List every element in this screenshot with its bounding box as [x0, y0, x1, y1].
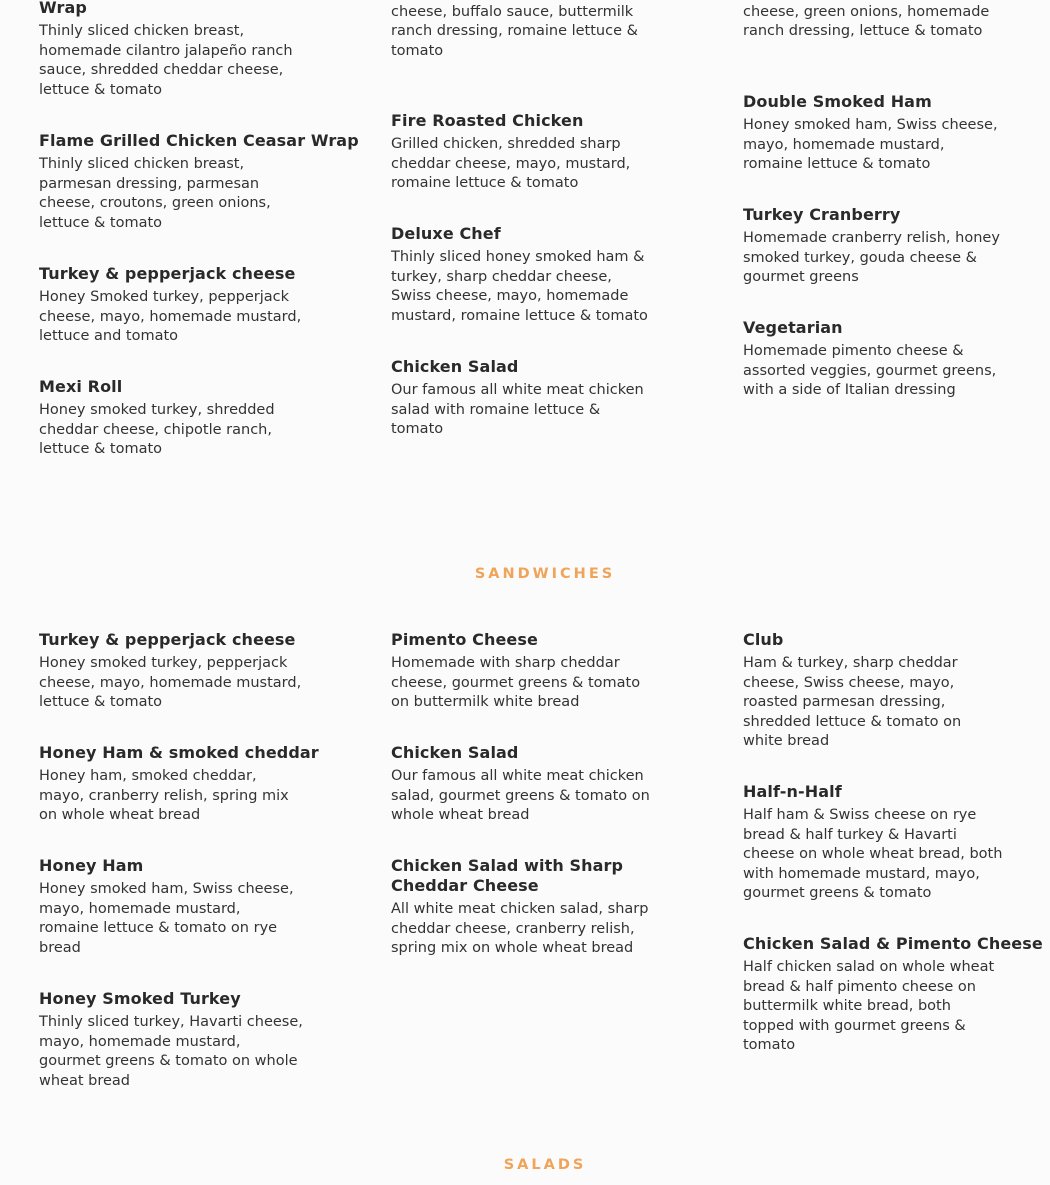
menu-item-title: Flame Grilled Chicken Ceasar Wrap	[39, 131, 359, 150]
menu-item	[391, 111, 636, 194]
menu-item-description: cheese, buffalo sauce, buttermilk ranch dressing, romaine lettuce & tomato	[391, 3, 638, 59]
menu-item-title: Fire Roasted Chicken	[391, 111, 584, 130]
menu-item-title: Turkey & pepperjack cheese	[39, 264, 296, 283]
section-heading-sandwiches: SANDWICHES	[474, 566, 616, 582]
menu-item	[39, 630, 304, 713]
menu-item-description: Grilled chicken, shredded sharp cheddar cheese, mayo, mustard, romaine lettuce & tomato	[391, 136, 631, 191]
menu-item-description: Thinly sliced chicken breast, parmesan dressing, parmesan cheese, croutons, green onions, lettuce & tomato	[39, 156, 271, 231]
menu-item-title: Double Smoked Ham	[743, 92, 932, 111]
menu-item-description: Thinly sliced honey smoked ham & turkey, sharp cheddar cheese, Swiss cheese, mayo, homemade mustard, romaine lettuce & tomato	[391, 249, 648, 324]
menu-item	[39, 0, 297, 100]
menu-item-description: Our famous all white meat chicken salad, gourmet greens & tomato on whole wheat bread	[391, 768, 650, 823]
menu-item	[39, 856, 297, 958]
menu-item-title: Mexi Roll	[39, 377, 123, 396]
menu-item	[391, 630, 646, 713]
menu-item-description: Honey smoked turkey, pepperjack cheese, mayo, homemade mustard, lettuce & tomato	[39, 655, 302, 710]
menu-item-description: Thinly sliced chicken breast, homemade cilantro jalapeño ranch sauce, shredded cheddar cheese, lettuce & tomato	[39, 23, 293, 98]
menu-item-description: Half ham & Swiss cheese on rye bread & half turkey & Havarti cheese on whole wheat bread, both with homemade mustard, mayo, gourmet greens & tomato	[743, 807, 1003, 901]
menu-item	[39, 989, 304, 1091]
menu-item-title: Club	[743, 630, 784, 649]
menu-item-title: Turkey & pepperjack cheese	[39, 630, 296, 649]
menu-item	[743, 934, 1043, 1056]
menu-item-title: Honey Smoked Turkey	[39, 989, 241, 1008]
menu-item-description: Homemade cranberry relish, honey smoked turkey, gouda cheese & gourmet greens	[743, 230, 1000, 285]
menu-item	[743, 630, 968, 752]
menu-item-title: Wrap	[39, 0, 87, 17]
menu-item-description: Homemade with sharp cheddar cheese, gourmet greens & tomato on buttermilk white bread	[391, 655, 641, 710]
menu-item-description: Honey smoked turkey, shredded cheddar cheese, chipotle ranch, lettuce & tomato	[39, 402, 275, 457]
menu-item-title: Chicken Salad with Sharp Cheddar Cheese	[391, 856, 624, 895]
menu-item	[743, 0, 998, 42]
menu-item	[39, 264, 304, 347]
menu-item-description: Honey smoked ham, Swiss cheese, mayo, homemade mustard, romaine lettuce & tomato on rye bread	[39, 881, 294, 956]
menu-item-description: Honey Smoked turkey, pepperjack cheese, mayo, homemade mustard, lettuce and tomato	[39, 289, 302, 344]
menu-item	[391, 224, 649, 326]
menu-item-title: Turkey Cranberry	[743, 205, 901, 224]
menu-item	[39, 131, 359, 233]
menu-item-title: Honey Ham	[39, 856, 144, 875]
menu-item	[391, 743, 656, 826]
menu-item-title: Pimento Cheese	[391, 630, 538, 649]
menu-item	[391, 856, 691, 959]
menu-item-description: Honey smoked ham, Swiss cheese, mayo, homemade mustard, romaine lettuce & tomato	[743, 117, 998, 172]
menu-item-description: Homemade pimento cheese & assorted veggies, gourmet greens, with a side of Italian dressing	[743, 343, 997, 398]
menu-item-description: Ham & turkey, sharp cheddar cheese, Swiss cheese, mayo, roasted parmesan dressing, shredded lettuce & tomato on white bread	[743, 655, 962, 749]
menu-item-title: Vegetarian	[743, 318, 843, 337]
menu-item	[743, 318, 1001, 401]
menu-item	[743, 92, 1001, 175]
menu-item-description: Our famous all white meat chicken salad with romaine lettuce & tomato	[391, 382, 644, 437]
menu-item-description: cheese, green onions, homemade ranch dressing, lettuce & tomato	[743, 3, 990, 39]
menu-item	[39, 377, 284, 460]
menu-item-description: Half chicken salad on whole wheat bread & half pimento cheese on buttermilk white bread, both topped with gourmet greens & tomato	[743, 959, 995, 1053]
menu-item-title: Half-n-Half	[743, 782, 842, 801]
menu-item-title: Chicken Salad	[391, 743, 519, 762]
menu-item	[391, 0, 641, 61]
menu-item-title: Chicken Salad	[391, 357, 519, 376]
menu-item-title: Honey Ham & smoked cheddar	[39, 743, 319, 762]
menu-item-title: Chicken Salad & Pimento Cheese	[743, 934, 1043, 953]
menu-item	[39, 743, 319, 826]
menu-item-description: Honey ham, smoked cheddar, mayo, cranberry relish, spring mix on whole wheat bread	[39, 768, 289, 823]
menu-item	[391, 357, 646, 440]
menu-item-title: Deluxe Chef	[391, 224, 501, 243]
section-heading-salads: SALADS	[503, 1157, 587, 1173]
menu-item	[743, 782, 1008, 904]
menu-item-description: All white meat chicken salad, sharp cheddar cheese, cranberry relish, spring mix on whole wheat bread	[391, 901, 649, 956]
menu-item	[743, 205, 1005, 288]
menu-item-description: Thinly sliced turkey, Havarti cheese, mayo, homemade mustard, gourmet greens & tomato on whole wheat bread	[39, 1014, 303, 1089]
